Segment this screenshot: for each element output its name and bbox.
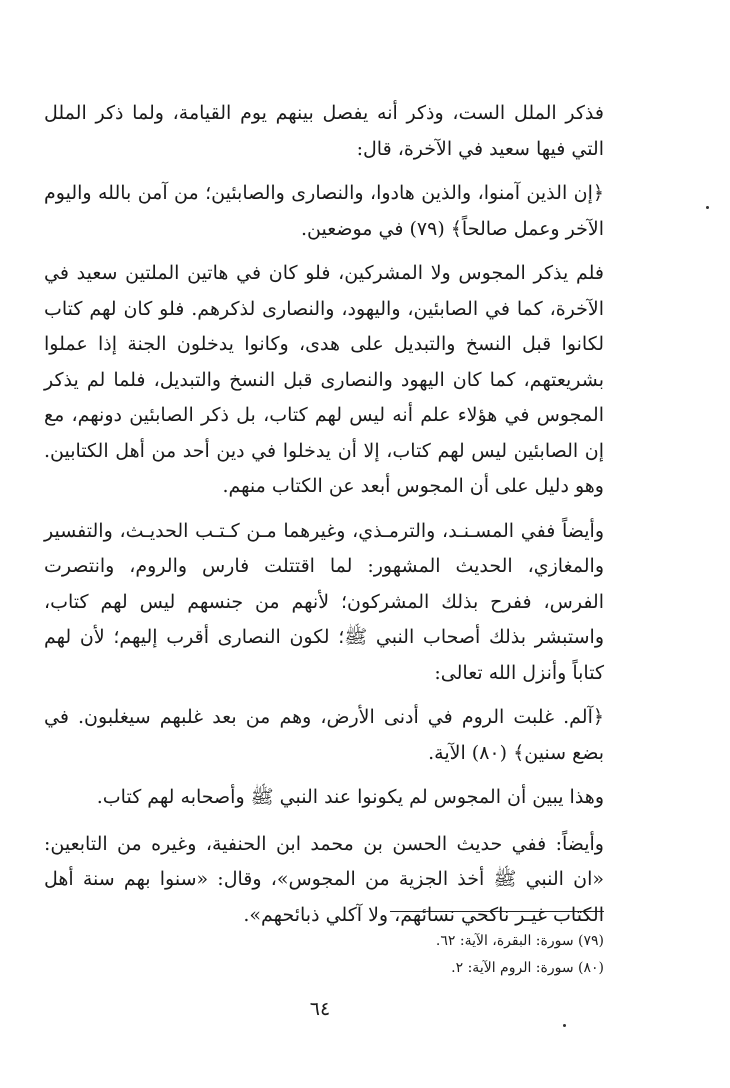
paragraph-4: وهذا يبين أن المجوس لم يكونوا عند النبي ﷺ وأصحابه لهم كتاب. <box>96 786 604 808</box>
paragraph-2: فلم يذكر المجوس ولا المشركين، فلو كان في هاتين الملتين سعيد في الآخرة، كما في الصابئين، واليهود، والنصارى لذكرهم. فلو كان لهم كتاب لكانوا قبل النسخ والتبديل على هدى، وكانوا يدخلون الجنة إذا عملوا بشريعتهم، كما كان اليهود والنصارى قبل النسخ والتبديل، فلما لم يذكر المجوس في هؤلاء علم أنه ليس لهم كتاب، بل ذكر الصابئين دونهم، مع إن الصابئين ليس لهم كتاب، إلا أن يدخلوا في دين أحد من أهل الكتابين. وهو دليل على أن المجوس أبعد عن الكتاب منهم. <box>44 262 604 497</box>
page-number: ٦٤ <box>309 998 331 1020</box>
quran-verse-2: ﴿آلم. غلبت الروم في أدنى الأرض، وهم من بعد غلبهم سيغلبون. في بضع سنين﴾ (٨٠) الآية. <box>44 706 604 764</box>
paragraph-1: فذكر الملل الست، وذكر أنه يفصل بينهم يوم القيامة، ولما ذكر الملل التي فيها سعيد في الآخرة، قال: <box>44 102 604 160</box>
quran-verse-1: ﴿إن الذين آمنوا، والذين هادوا، والنصارى والصابئين؛ من آمن بالله واليوم الآخر وعمل صالحاً﴾ (٧٩) في موضعين. <box>44 182 604 240</box>
footnote-separator <box>390 911 604 912</box>
paragraph-5: وأيضاً: ففي حديث الحسن بن محمد ابن الحنفية، وغيره من التابعين: «ان النبي ﷺ أخذ الجزية من المجوس»، وقال: «سنوا بهم سنة أهل الكتاب غيـر ناكحي نسائهم، ولا آكلي ذبائحهم». <box>44 832 604 926</box>
footnote-80: (٨٠) سورة: الروم الآية: ٢. <box>451 960 604 976</box>
scan-speck <box>706 206 709 209</box>
footnotes <box>304 928 604 982</box>
paragraph-3: وأيضاً ففي المسـنـد، والترمـذي، وغيرهما مـن كـتـب الحديـث، والتفسير والمغازي، الحديث المشهور: لما اقتتلت فارس والروم، وانتصرت الفرس، ففرح بذلك المشركون؛ لأنهم من جنسهم ليس لهم كتاب، واستبشر بذلك أصحاب النبي ﷺ؛ لكون النصارى أقرب إليهم؛ لأن لهم كتاباً وأنزل الله تعالى: <box>44 519 604 684</box>
main-text <box>44 96 604 942</box>
scan-speck <box>563 1024 566 1027</box>
footnote-79: (٧٩) سورة: البقرة، الآية: ٦٢. <box>435 933 604 949</box>
